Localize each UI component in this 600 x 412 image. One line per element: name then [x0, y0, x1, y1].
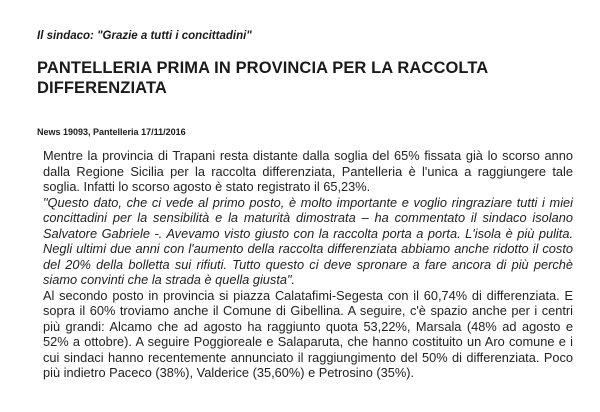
article-body [43, 148, 573, 381]
paragraph-quote: "Questo dato, che ci vede al primo posto, è molto importante e voglio ringraziare tutti i miei concittadini per la sensibilità e la maturità dimostrata – ha commentato il sindaco isolano Salvatore Gabriele -. Avevamo visto giusto con la raccolta porta a porta. L'isola è più pulita. Negli ultimi due anni con l'aumento della raccolta differenziata abbiamo anche ridotto il costo del 20% della bolletta sui rifiuti. Tutto questo ci deve spronare a fare ancora di più perchè siamo convinti che la strada è quella giusta". [43, 194, 573, 287]
article-meta: News 19093, Pantelleria 17/11/2016 [37, 127, 186, 137]
article-headline: PANTELLERIA PRIMA IN PROVINCIA PER LA RACCOLTA DIFFERENZIATA [37, 59, 488, 97]
paragraph-ranking: Al secondo posto in provincia si piazza Calatafimi-Segesta con il 60,74% di differenziata. E sopra il 60% troviamo anche il Comune di Gibellina. A seguire, c'è spazio anche per i centri più grandi: Alcamo che ad agosto ha raggiunto quota 53,22%, Marsala (48% ad agosto e 52% a ottobre). A seguire Poggioreale e Salaparuta, che hanno costituito un Aro comune e i cui sindaci hanno recentemente annunciato il raggiungimento del 50% di differenziata. Poco più indietro Paceco (38%), Valderice (35,60%) e Petrosino (35%). [43, 287, 573, 380]
paragraph-intro: Mentre la provincia di Trapani resta distante dalla soglia del 65% fissata già lo scorso anno dalla Regione Sicilia per la raccolta differenziata, Pantelleria è l'unica a raggiungere tale soglia. Infatti lo scorso agosto è stato registrato il 65,23%. [43, 148, 573, 194]
article-kicker: Il sindaco: "Grazie a tutti i concittadini" [37, 30, 252, 42]
